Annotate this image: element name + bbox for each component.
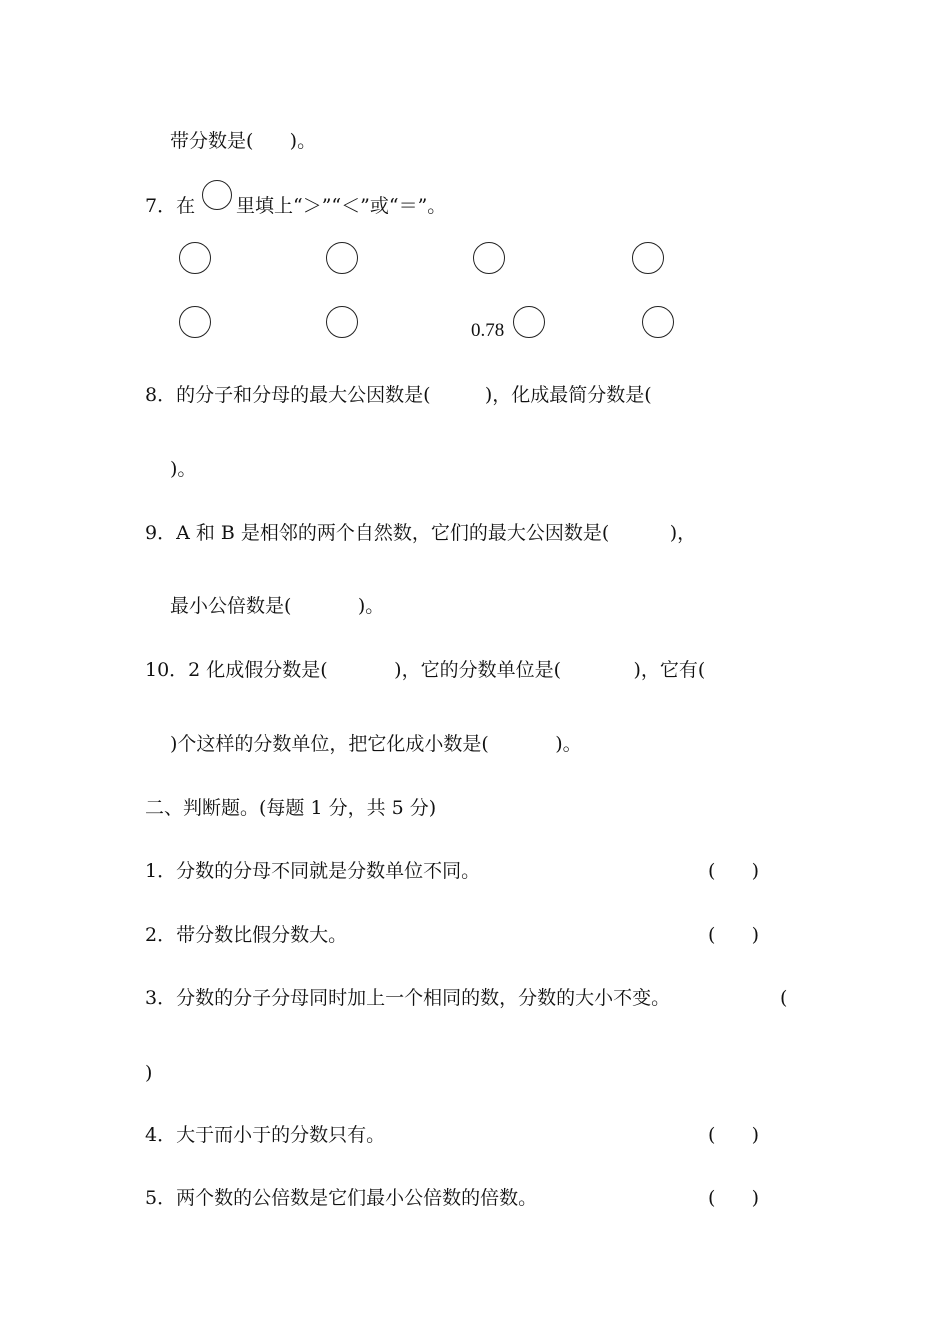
- judge-5: 5．两个数的公倍数是它们最小公倍数的倍数。: [145, 1187, 538, 1209]
- answer-circle[interactable]: [513, 306, 545, 338]
- q7-instruction: 里填上“＞”“＜”或“＝”。: [236, 195, 447, 217]
- judge-4: 4．大于而小于的分数只有。: [145, 1124, 386, 1146]
- q8-line1: 8．的分子和分母的最大公因数是( )，化成最简分数是(: [145, 384, 652, 406]
- judge-2: 2．带分数比假分数大。: [145, 924, 348, 946]
- answer-circle[interactable]: [326, 306, 358, 338]
- q6-continuation: 带分数是( )。: [170, 130, 317, 152]
- answer-circle[interactable]: [632, 242, 664, 274]
- q7-prefix: 7．在: [145, 195, 196, 217]
- judge-1: 1．分数的分母不同就是分数单位不同。: [145, 860, 481, 882]
- q8-line2: )。: [170, 458, 197, 480]
- answer-circle[interactable]: [326, 242, 358, 274]
- judge-3: 3．分数的分子分母同时加上一个相同的数，分数的大小不变。: [145, 987, 671, 1009]
- answer-circle[interactable]: [179, 242, 211, 274]
- judge-4-answer[interactable]: ( ): [708, 1124, 760, 1146]
- section-2-heading: 二、判断题。(每题 1 分，共 5 分): [145, 797, 437, 819]
- q9-line1: 9．A 和 B 是相邻的两个自然数，它们的最大公因数是( )，: [145, 522, 697, 544]
- circle-icon: [202, 180, 232, 210]
- judge-2-answer[interactable]: ( ): [708, 924, 760, 946]
- judge-3-answer-close: ): [145, 1062, 153, 1084]
- answer-circle[interactable]: [179, 306, 211, 338]
- q9-line2: 最小公倍数是( )。: [170, 595, 385, 617]
- judge-3-answer-open[interactable]: (: [780, 987, 788, 1009]
- q10-line1: 10．2 化成假分数是( )，它的分数单位是( )，它有(: [145, 659, 706, 681]
- judge-1-answer[interactable]: ( ): [708, 860, 760, 882]
- value-078: 0.78: [471, 320, 505, 341]
- judge-5-answer[interactable]: ( ): [708, 1187, 760, 1209]
- answer-circle[interactable]: [473, 242, 505, 274]
- q10-line2: )个这样的分数单位，把它化成小数是( )。: [170, 733, 582, 755]
- answer-circle[interactable]: [642, 306, 674, 338]
